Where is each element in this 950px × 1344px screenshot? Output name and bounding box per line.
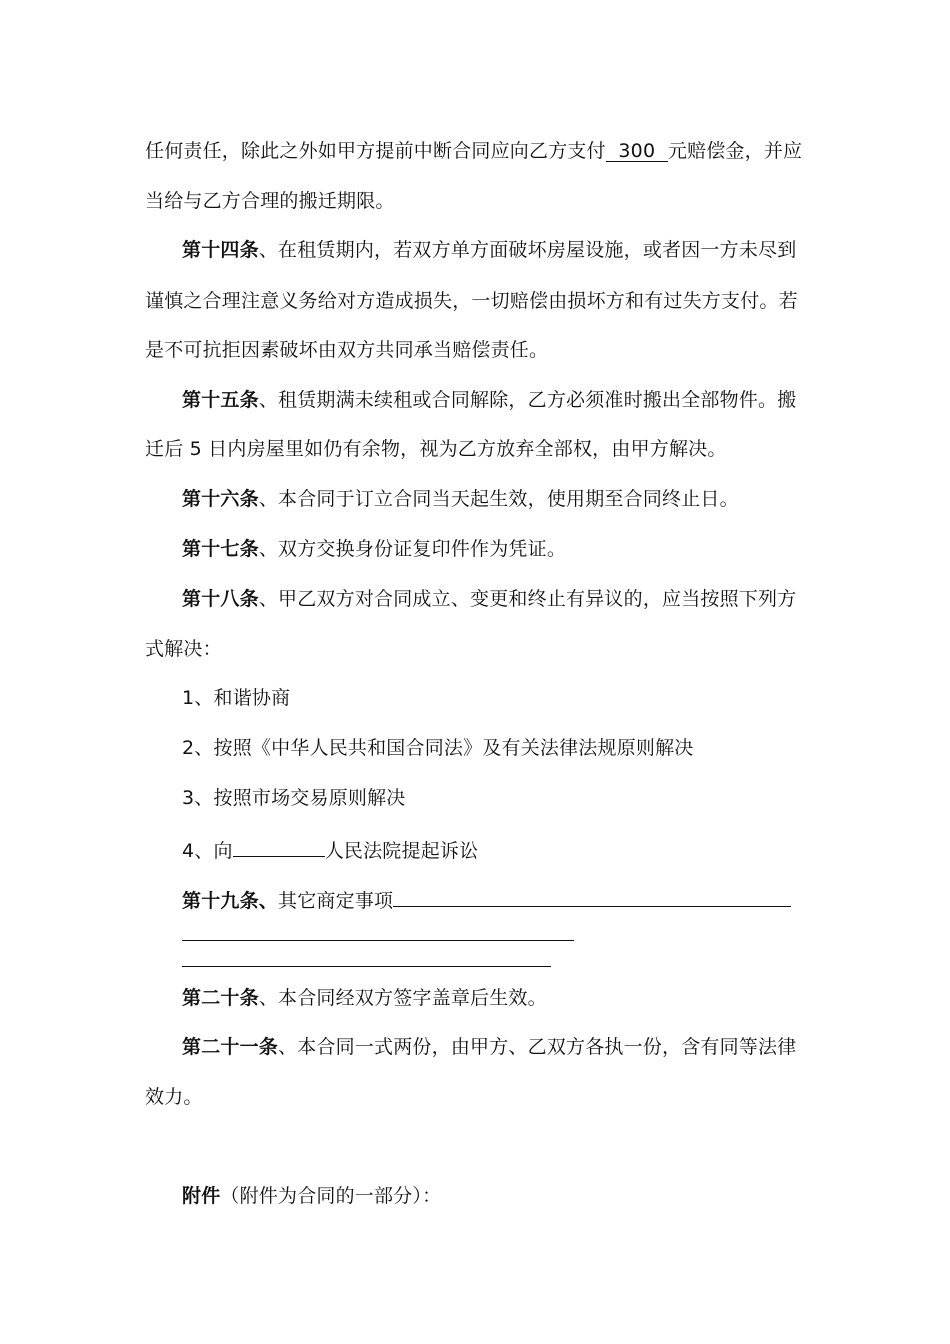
article-title: 第十四条: [182, 239, 259, 261]
annex: [182, 1184, 441, 1208]
court-name-field: [233, 836, 325, 857]
list-item: 1、和谐协商: [182, 687, 291, 709]
article-15: [182, 388, 796, 412]
paragraph-line: 效力。: [145, 1086, 203, 1108]
article-text: 、本合同于订立合同当天起生效，使用期至合同终止日。: [258, 488, 739, 510]
article-20: [182, 986, 547, 1010]
article-text: 、甲乙双方对合同成立、变更和终止有异议的，应当按照下列方: [258, 588, 797, 610]
article-title: 第十七条: [182, 538, 259, 560]
article-text: 、在租赁期内，若双方单方面破坏房屋设施，或者因一方未尽到: [258, 239, 797, 261]
paragraph-line: 当给与乙方合理的搬迁期限。: [145, 190, 395, 212]
article-16: [182, 487, 739, 511]
annex-title: 附件: [182, 1185, 221, 1207]
paragraph-line: 是不可抗拒因素破坏由双方共同承当赔偿责任。: [145, 339, 549, 361]
article-14: [182, 238, 796, 262]
article-title: 第二十一条: [182, 1036, 279, 1058]
article-title: 第十六条: [182, 488, 259, 510]
blank-line: [182, 940, 574, 941]
article-text: 其它商定事项: [278, 890, 394, 912]
paragraph-line: 式解决：: [145, 638, 222, 660]
article-title: 第十五条: [182, 389, 259, 411]
article-18: [182, 587, 796, 611]
article-title: 第十八条: [182, 588, 259, 610]
article-text: 、本合同一式两份，由甲方、乙双方各执一份，含有同等法律: [278, 1036, 797, 1058]
article-text: 、本合同经双方签字盖章后生效。: [258, 987, 547, 1009]
text: 人民法院提起诉讼: [324, 840, 479, 862]
text: 任何责任，除此之外如甲方提前中断合同应向乙方支付: [145, 140, 606, 162]
article-21: [182, 1035, 796, 1059]
text: 4、向: [182, 840, 233, 862]
list-item: [182, 836, 478, 863]
article-19: [182, 886, 791, 913]
other-matters-field: [393, 886, 791, 907]
list-item: 2、按照《中华人民共和国合同法》及有关法律法规原则解决: [182, 737, 694, 759]
article-title: 第十九条、: [182, 890, 279, 912]
article-text: 、租赁期满未续租或合同解除，乙方必须准时搬出全部物件。搬: [258, 389, 797, 411]
annex-text: （附件为合同的一部分）：: [220, 1185, 442, 1207]
blank-line: [182, 966, 551, 967]
list-item: 3、按照市场交易原则解决: [182, 787, 406, 809]
paragraph-line: 谨慎之合理注意义务给对方造成损失，一切赔偿由损坏方和有过失方支付。若: [145, 290, 798, 312]
paragraph-line: [145, 139, 802, 163]
article-text: 、双方交换身份证复印件作为凭证。: [258, 538, 567, 560]
paragraph-line: 迁后 5 日内房屋里如仍有余物，视为乙方放弃全部权，由甲方解决。: [145, 438, 727, 460]
text: 元赔偿金，并应: [667, 140, 803, 162]
article-title: 第二十条: [182, 987, 259, 1009]
compensation-amount-field: 300: [606, 141, 668, 162]
article-17: [182, 537, 566, 561]
